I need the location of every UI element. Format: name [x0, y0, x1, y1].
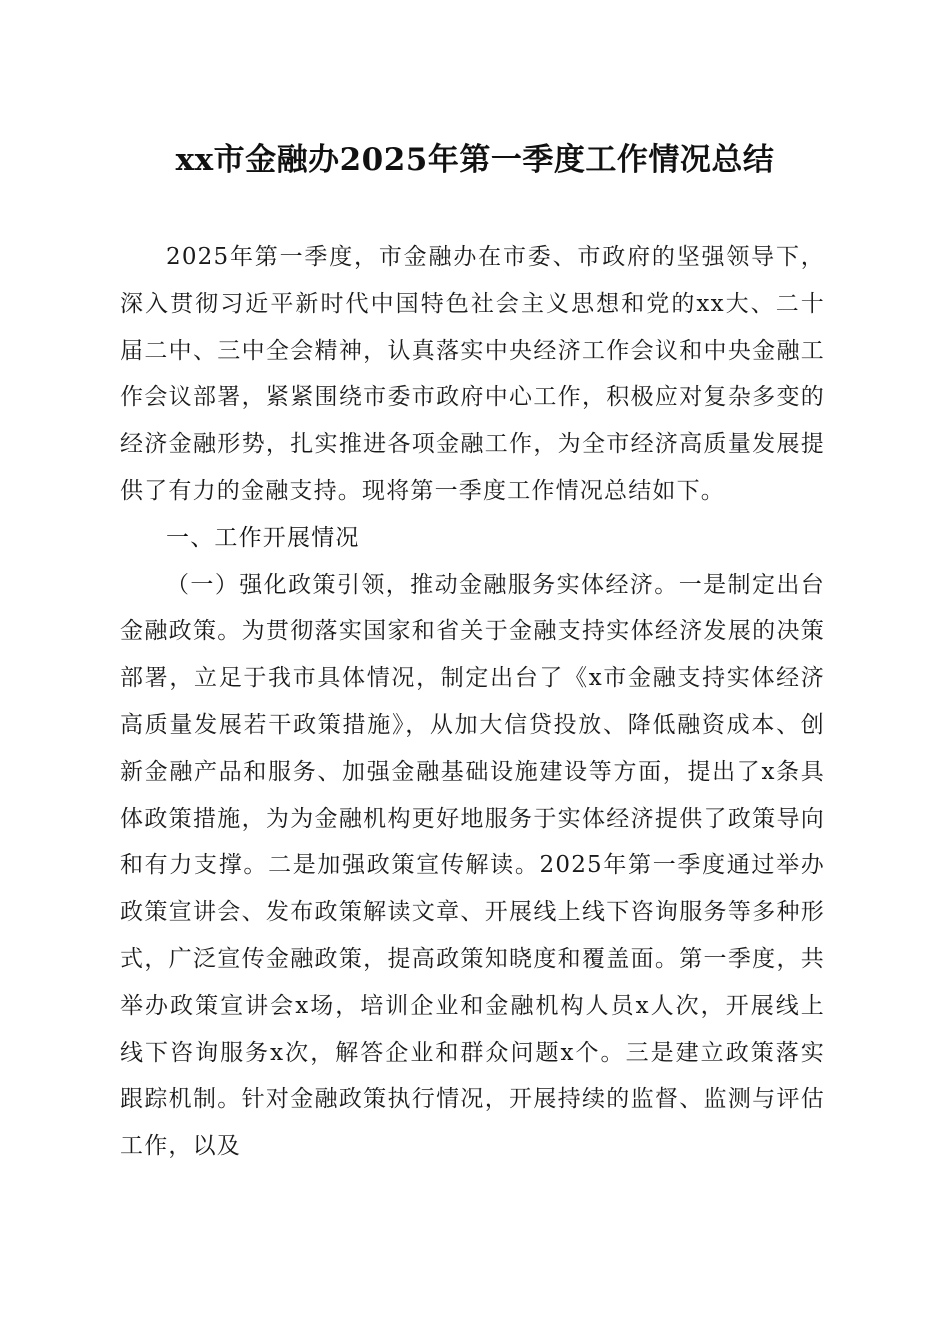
document-body [120, 234, 825, 1170]
subsection-lead-1: （一）强化政策引领，推动金融服务实体经济。 [166, 571, 679, 598]
section-heading-1: 一、工作开展情况 [166, 524, 360, 551]
subsection-body-1: 一是制定出台金融政策。为贯彻落实国家和省关于金融支持实体经济发展的决策部署，立足于我市具体情况，制定出台了《x市金融支持实体经济高质量发展若干政策措施》，从加大信贷投放、降低融资成本、创新金融产品和服务、加强金融基础设施建设等方面，提出了x条具体政策措施，为为金融机构更好地服务于实体经济提供了政策导向和有力支撑。二是加强政策宣传解读。2025年第一季度通过举办政策宣讲会、发布政策解读文章、开展线上线下咨询服务等多种形式，广泛宣传金融政策，提高政策知晓度和覆盖面。第一季度，共举办政策宣讲会x场，培训企业和金融机构人员x人次，开展线上线下咨询服务x次，解答企业和群众问题x个。三是建立政策落实跟踪机制。针对金融政策执行情况，开展持续的监督、监测与评估工作，以及 [120, 571, 825, 1160]
document-title: xx市金融办2025年第一季度工作情况总结 [175, 142, 775, 178]
subsection-paragraph-1 [120, 562, 825, 1170]
intro-paragraph: 2025年第一季度，市金融办在市委、市政府的坚强领导下，深入贯彻习近平新时代中国特色社会主义思想和党的xx大、二十届二中、三中全会精神，认真落实中央经济工作会议和中央金融工作会议部署，紧紧围绕市委市政府中心工作，积极应对复杂多变的经济金融形势，扎实推进各项金融工作，为全市经济高质量发展提供了有力的金融支持。现将第一季度工作情况总结如下。 [120, 244, 825, 504]
